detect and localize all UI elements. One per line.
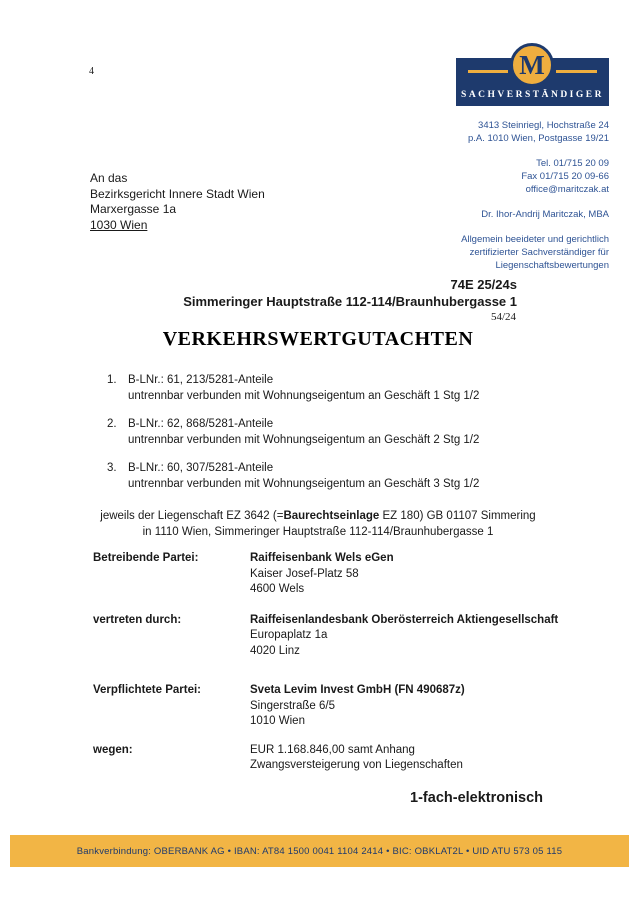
footer-bank-details: Bankverbindung: OBERBANK AG • IBAN: AT84 1500 0041 1104 2414 • BIC: OBKLAT2L • UID ATU 573 05 115 — [76, 845, 563, 857]
claim-type-line: Zwangsversteigerung von Liegenschaften — [250, 759, 463, 771]
list-item-text — [128, 461, 479, 492]
addressee-court: Bezirksgericht Innere Stadt Wien — [90, 186, 265, 201]
property-note-text: EZ 180) GB 01107 Simmering — [379, 510, 536, 522]
party-address-line: Singerstraße 6/5 — [250, 699, 336, 712]
logo-monogram-letter: M — [519, 49, 545, 80]
party-row — [0, 551, 636, 598]
addressee-block — [90, 171, 265, 233]
contact-person: Dr. Ihor-Andrij Maritczak, MBA — [481, 209, 609, 220]
logo-monogram-icon — [510, 43, 554, 87]
logo-ornament-line-left — [468, 70, 508, 73]
contact-fax: Fax 01/715 20 09-66 — [521, 171, 609, 182]
contact-certification-line: zertifizierter Sachverständiger für — [469, 247, 609, 258]
party-value — [250, 743, 463, 774]
party-name: Raiffeisenbank Wels eGen — [250, 552, 394, 564]
document-title: VERKEHRSWERTGUTACHTEN — [162, 328, 474, 350]
list-item-line: B-LNr.: 60, 307/5281-Anteile — [128, 462, 274, 474]
addressee-street: Marxergasse 1a — [90, 202, 177, 216]
case-file-number: 74E 25/24s — [450, 277, 517, 292]
property-note-line2: in 1110 Wien, Simmeringer Hauptstraße 112-114/Braunhubergasse 1 — [142, 526, 494, 538]
case-property-address: Simmeringer Hauptstraße 112-114/Braunhubergasse 1 — [183, 294, 517, 309]
party-value — [250, 683, 465, 730]
contact-certification — [461, 233, 609, 272]
list-item-number: 3. — [107, 462, 117, 474]
addressee-salutation: An das — [90, 171, 128, 185]
party-row — [0, 743, 636, 774]
list-item-text — [128, 417, 479, 448]
list-item-number: 1. — [107, 374, 117, 386]
property-note — [0, 508, 636, 540]
document-body — [0, 276, 636, 806]
contact-certification-line: Liegenschaftsbewertungen — [495, 260, 609, 271]
page-number: 4 — [89, 66, 94, 77]
property-note-text: jeweils der Liegenschaft EZ 3642 (= — [100, 510, 284, 522]
list-item-line: B-LNr.: 61, 213/5281-Anteile — [128, 374, 274, 386]
party-address-line: 1010 Wien — [250, 715, 305, 727]
logo-wordmark: SACHVERSTÄNDIGER — [461, 90, 604, 100]
party-row — [0, 683, 636, 730]
party-address-line: 4020 Linz — [250, 644, 300, 657]
contact-certification-line: Allgemein beeideter und gerichtlich — [461, 234, 609, 245]
letterhead-contact — [461, 119, 609, 272]
contact-comm — [461, 157, 609, 196]
party-label: wegen: — [93, 743, 133, 756]
claim-amount-line: EUR 1.168.846,00 samt Anhang — [250, 743, 415, 756]
contact-phone: Tel. 01/715 20 09 — [536, 158, 609, 169]
list-item-number: 2. — [107, 418, 117, 430]
contact-address-line: p.A. 1010 Wien, Postgasse 19/21 — [467, 133, 609, 144]
party-address-line: Kaiser Josef-Platz 58 — [250, 567, 359, 580]
list-item — [107, 461, 636, 492]
party-address-line: 4600 Wels — [250, 583, 305, 595]
expert-logo — [456, 49, 609, 106]
party-value — [250, 551, 394, 598]
delivery-note: 1-fach-elektronisch — [410, 789, 543, 806]
footer-bank-bar — [10, 835, 629, 867]
party-name: Sveta Levim Invest GmbH (FN 490687z) — [250, 684, 465, 696]
party-label: Verpflichtete Partei: — [93, 684, 202, 696]
party-name: Raiffeisenlandesbank Oberösterreich Aktiengesellschaft — [250, 613, 559, 626]
contact-email: office@maritczak.at — [525, 184, 609, 195]
party-value — [250, 613, 558, 660]
list-item — [107, 373, 636, 404]
list-item-line: untrennbar verbunden mit Wohnungseigentum an Geschäft 3 Stg 1/2 — [128, 477, 480, 490]
parties-section — [0, 551, 636, 774]
list-item-line: untrennbar verbunden mit Wohnungseigentum an Geschäft 1 Stg 1/2 — [128, 389, 480, 402]
property-note-bold: Baurechtseinlage — [283, 510, 380, 522]
contact-address-line: 3413 Steinriegl, Hochstraße 24 — [478, 120, 609, 131]
party-label: Betreibende Partei: — [93, 552, 199, 564]
party-address-line: Europaplatz 1a — [250, 629, 328, 641]
list-item-line: B-LNr.: 62, 868/5281-Anteile — [128, 418, 274, 430]
contact-address — [461, 119, 609, 145]
logo-ornament-line-right — [556, 70, 597, 73]
party-row — [0, 613, 636, 660]
party-label: vertreten durch: — [93, 613, 182, 626]
list-item-text — [128, 373, 479, 404]
list-item — [107, 417, 636, 448]
addressee-city: 1030 Wien — [90, 217, 148, 232]
property-share-list — [0, 373, 636, 492]
internal-reference: 54/24 — [490, 311, 516, 323]
list-item-line: untrennbar verbunden mit Wohnungseigentum an Geschäft 2 Stg 1/2 — [128, 433, 480, 446]
property-note-line1 — [0, 508, 636, 524]
